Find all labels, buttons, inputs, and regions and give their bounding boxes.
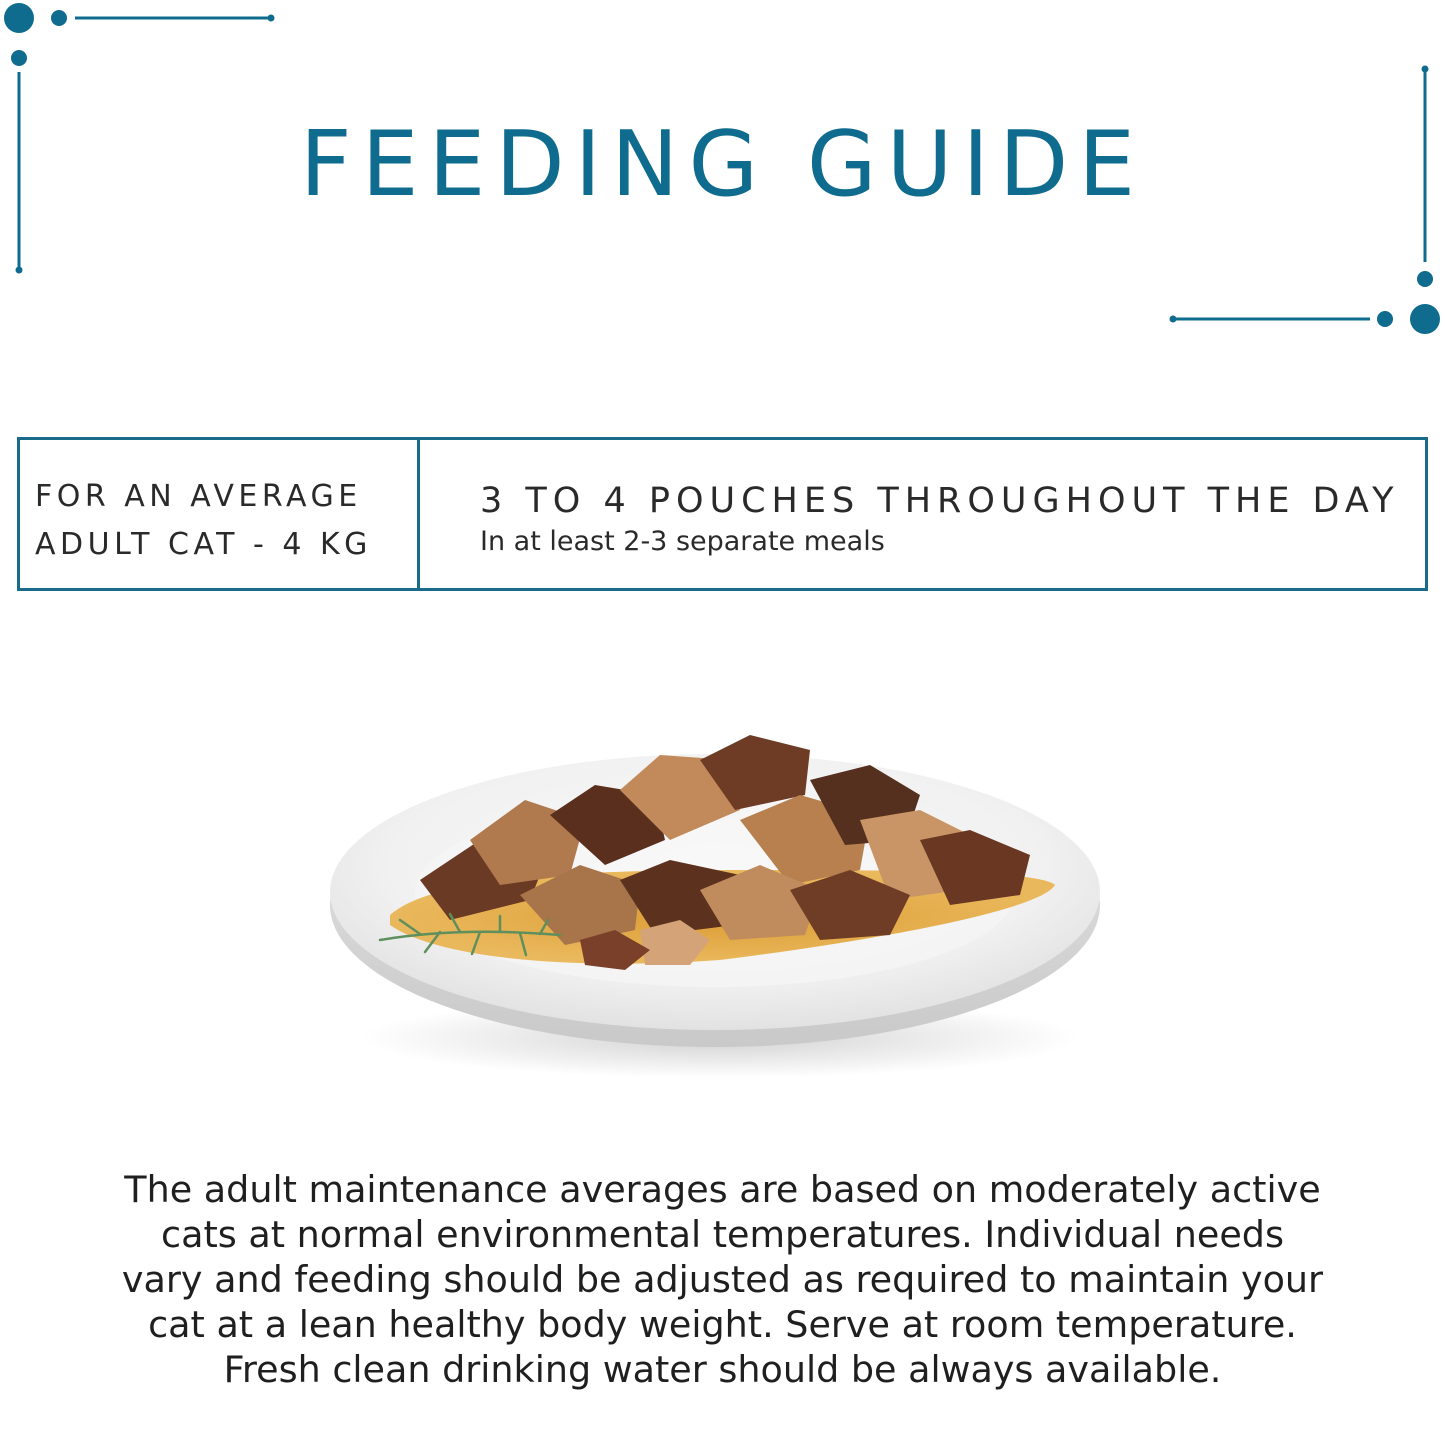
portion-cell	[420, 440, 1425, 588]
page-title: FEEDING GUIDE	[299, 112, 1146, 217]
feeding-note: The adult maintenance averages are based on moderately active cats at normal environmental temperatures. Individual needs vary and feeding should be adjusted as required to maintain your cat at a lean healthy body weight. Serve at room temperature. Fresh clean drinking water should be always available.	[121, 1168, 1324, 1391]
food-plate-image	[320, 720, 1120, 1080]
portion-meals: In at least 2-3 separate meals	[480, 526, 885, 557]
cat-weight-cell	[20, 440, 420, 588]
feeding-table	[17, 437, 1428, 591]
cat-weight-line-2: ADULT CAT - 4 KG	[35, 527, 372, 562]
cat-weight-line-1: FOR AN AVERAGE	[35, 479, 362, 514]
portion-amount: 3 TO 4 POUCHES THROUGHOUT THE DAY	[480, 481, 1400, 521]
